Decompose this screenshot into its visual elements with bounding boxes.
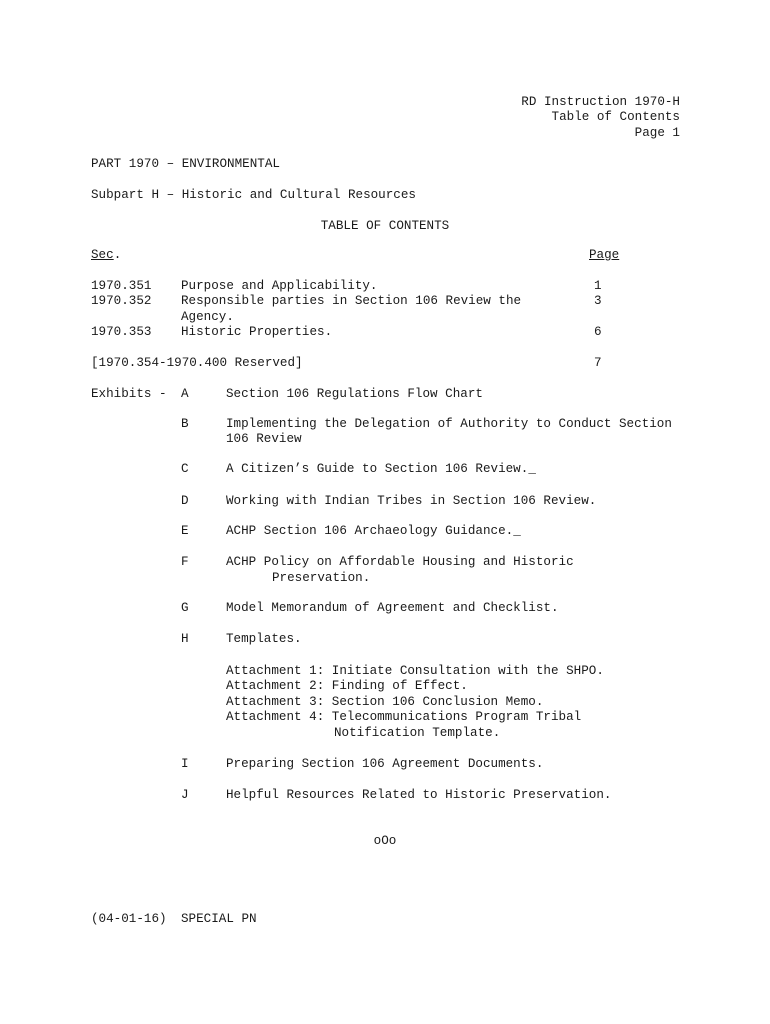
attachment-item: Attachment 3: Section 106 Conclusion Memo. [226,695,544,709]
section-page: 1 [594,279,602,293]
exhibit-letter: H [181,632,189,646]
exhibit-title: ACHP Policy on Affordable Housing and Historic [226,555,574,569]
exhibit-title: Section 106 Regulations Flow Chart [226,387,483,401]
exhibit-title: Working with Indian Tribes in Section 106 Review. [226,494,597,508]
attachment-item: Attachment 2: Finding of Effect. [226,679,468,693]
reserved-page: 7 [594,356,602,370]
footer-label: SPECIAL PN [181,912,257,926]
exhibit-title: Preparing Section 106 Agreement Documents. [226,757,544,771]
exhibit-letter: G [181,601,189,615]
section-title: Historic Properties. [181,325,333,339]
section-number: 1970.352 [91,294,152,308]
exhibit-title-text: ACHP Section 106 Archaeology Guidance. [226,524,514,538]
exhibit-title-continued: 106 Review [226,432,302,446]
header-toc: Table of Contents [551,110,680,124]
section-title: Purpose and Applicability. [181,279,378,293]
exhibit-letter: I [181,757,189,771]
attachment-item: Attachment 4: Telecommunications Program Tribal [226,710,582,724]
exhibit-title: Templates. [226,632,302,646]
exhibit-title-continued: Preservation. [272,571,371,585]
exhibits-label: Exhibits - [91,387,167,401]
section-page: 3 [594,294,602,308]
exhibit-letter: E [181,524,189,538]
section-title-continued: Agency. [181,310,234,324]
exhibit-letter: J [181,788,189,802]
exhibit-title-mark: _ [528,462,536,476]
section-number: 1970.351 [91,279,152,293]
column-header-sec-punct: . [113,248,122,262]
exhibit-title [226,524,521,539]
part-heading: PART 1970 – ENVIRONMENTAL [91,157,280,171]
header-page-number: Page 1 [634,126,680,140]
exhibit-letter: A [181,387,189,401]
column-header-sec-text: Sec [91,248,114,262]
exhibit-title [226,462,536,477]
attachment-item-continued: Notification Template. [334,726,501,740]
exhibit-letter: F [181,555,189,569]
column-header-page: Page [589,248,620,262]
exhibit-letter: B [181,417,189,431]
subpart-heading: Subpart H – Historic and Cultural Resources [91,188,416,202]
column-header-sec [91,248,121,263]
header-instruction: RD Instruction 1970-H [521,95,680,109]
reserved-range: [1970.354-1970.400 Reserved] [91,356,303,370]
exhibit-title: Helpful Resources Related to Historic Preservation. [226,788,612,802]
section-title: Responsible parties in Section 106 Review the [181,294,522,308]
section-page: 6 [594,325,602,339]
exhibit-title: Implementing the Delegation of Authority to Conduct Section [226,417,672,431]
end-of-toc-mark: oOo [373,834,397,848]
exhibit-letter: D [181,494,189,508]
exhibit-title: Model Memorandum of Agreement and Checklist. [226,601,559,615]
section-number: 1970.353 [91,325,152,339]
exhibit-title-mark: _ [513,524,521,538]
attachment-item: Attachment 1: Initiate Consultation with the SHPO. [226,664,604,678]
exhibit-letter: C [181,462,189,476]
footer-date: (04-01-16) [91,912,167,926]
exhibit-title-text: A Citizen’s Guide to Section 106 Review. [226,462,529,476]
toc-title: TABLE OF CONTENTS [320,219,450,233]
